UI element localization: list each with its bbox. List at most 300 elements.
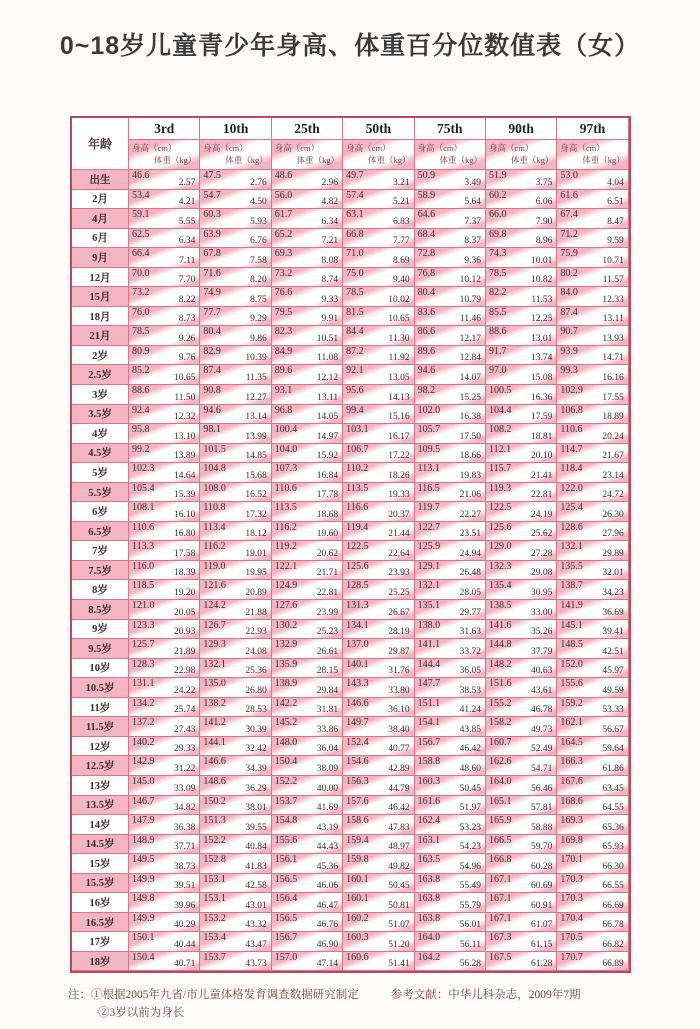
height-unit-label: 身高（cm） (132, 143, 177, 153)
weight-value: 18.66 (459, 451, 481, 462)
data-cell (200, 698, 271, 718)
height-value: 110.6 (274, 482, 297, 494)
weight-value: 6.51 (607, 197, 624, 208)
age-cell: 18月 (72, 307, 129, 327)
height-value: 87.2 (346, 345, 364, 357)
age-cell: 8岁 (72, 580, 129, 600)
data-cell (557, 483, 628, 503)
measure-subheader (557, 140, 628, 170)
height-value: 104.0 (274, 443, 298, 455)
weight-value: 43.47 (245, 939, 267, 950)
height-value: 152.2 (274, 775, 298, 787)
height-value: 125.6 (346, 560, 369, 572)
weight-value: 7.58 (250, 255, 267, 266)
data-cell (415, 190, 486, 210)
height-value: 61.6 (560, 189, 578, 201)
weight-value: 9.76 (178, 353, 196, 364)
weight-value: 6.76 (250, 236, 267, 247)
data-cell (200, 620, 271, 640)
data-cell (200, 268, 271, 288)
weight-value: 39.41 (602, 627, 624, 638)
data-cell (557, 268, 628, 288)
height-value: 153.7 (203, 951, 226, 963)
data-cell (200, 405, 271, 425)
weight-value: 59.64 (602, 744, 624, 755)
height-value: 132.3 (488, 560, 512, 572)
weight-value: 21.89 (174, 646, 196, 657)
weight-value: 65.36 (602, 822, 624, 833)
weight-value: 17.58 (174, 548, 196, 559)
weight-value: 11.46 (459, 314, 481, 325)
age-cell: 17岁 (72, 932, 129, 952)
weight-value: 36.05 (459, 666, 481, 677)
height-value: 170.7 (560, 951, 583, 963)
height-value: 121.6 (203, 580, 226, 592)
weight-value: 14.64 (174, 470, 196, 481)
height-value: 126.7 (203, 619, 226, 631)
weight-value: 12.27 (245, 392, 267, 403)
weight-value: 19.20 (174, 588, 196, 599)
height-value: 163.5 (417, 854, 441, 866)
height-value: 85.2 (132, 365, 150, 377)
height-value: 116.2 (203, 541, 226, 553)
data-cell (200, 541, 271, 561)
note-prefix: 注： (68, 989, 91, 1001)
height-value: 118.5 (132, 580, 155, 592)
data-cell (343, 209, 414, 229)
weight-value: 52.49 (530, 744, 553, 755)
weight-value: 31.76 (388, 666, 410, 677)
weight-value: 17.22 (388, 451, 410, 462)
data-cell (486, 952, 557, 972)
height-value: 135.0 (203, 678, 226, 690)
height-value: 137.0 (346, 639, 369, 651)
data-cell (486, 874, 557, 894)
height-value: 89.6 (417, 345, 436, 357)
weight-value: 37.71 (174, 842, 196, 853)
measure-subheader (129, 140, 200, 170)
data-cell (272, 209, 343, 229)
height-value: 148.6 (203, 775, 226, 787)
data-cell (557, 385, 628, 405)
height-value: 124.2 (203, 600, 226, 612)
age-cell: 2.5岁 (72, 365, 129, 385)
height-value: 156.7 (274, 932, 298, 944)
weight-value: 57.81 (530, 803, 553, 814)
weight-value: 10.71 (602, 255, 624, 266)
height-value: 153.1 (203, 893, 226, 905)
measure-subheader (343, 140, 414, 170)
data-cell (557, 893, 628, 913)
weight-value: 23.93 (388, 568, 410, 579)
height-value: 155.6 (274, 834, 298, 846)
data-cell (415, 913, 486, 933)
weight-value: 45.97 (602, 666, 624, 677)
weight-value: 36.69 (602, 607, 624, 618)
data-cell (415, 835, 486, 855)
data-cell (129, 913, 200, 933)
data-cell (486, 600, 557, 620)
data-cell (486, 815, 557, 835)
weight-value: 7.11 (179, 255, 196, 266)
data-cell (415, 307, 486, 327)
data-cell (272, 287, 343, 307)
data-cell (200, 756, 271, 776)
weight-value: 29.08 (530, 568, 553, 579)
weight-value: 24.94 (459, 548, 481, 559)
data-cell (129, 248, 200, 268)
age-cell: 6月 (72, 229, 129, 249)
weight-value: 3.75 (535, 177, 553, 188)
height-value: 49.7 (346, 170, 364, 181)
data-cell (200, 659, 271, 679)
data-cell (200, 600, 271, 620)
data-cell (129, 659, 200, 679)
reference-text: 参考文献：中华儿科杂志，2009年7期 (390, 989, 581, 1001)
data-cell (129, 268, 200, 288)
weight-value: 27.43 (174, 724, 196, 735)
weight-value: 21.44 (388, 529, 410, 540)
height-value: 96.8 (274, 404, 293, 416)
weight-value: 16.84 (316, 470, 339, 481)
weight-value: 27.28 (530, 548, 553, 559)
weight-value: 20.89 (245, 588, 267, 599)
weight-value: 61.07 (530, 920, 553, 931)
weight-value: 26.61 (316, 646, 339, 657)
weight-value: 29.77 (459, 607, 481, 618)
data-cell (129, 190, 200, 210)
data-cell (200, 678, 271, 698)
height-value: 107.3 (274, 463, 298, 475)
weight-value: 64.55 (602, 803, 624, 814)
weight-value: 13.14 (245, 412, 267, 423)
height-value: 157.6 (346, 795, 369, 807)
age-cell: 10岁 (72, 659, 129, 679)
weight-value: 5.21 (392, 197, 410, 208)
data-cell (486, 365, 557, 385)
data-cell (200, 776, 271, 796)
weight-value: 55.79 (459, 900, 481, 911)
weight-value: 12.33 (602, 294, 624, 305)
data-cell (486, 346, 557, 366)
height-unit-label: 身高（cm） (488, 143, 534, 153)
weight-value: 8.22 (178, 294, 196, 305)
height-value: 169.8 (560, 834, 583, 846)
height-value: 138.7 (560, 580, 583, 592)
height-value: 76.0 (132, 306, 150, 318)
height-value: 158.2 (488, 717, 512, 729)
data-cell (343, 815, 414, 835)
data-cell (557, 463, 628, 483)
weight-value: 49.82 (388, 861, 410, 872)
data-cell (557, 424, 628, 444)
height-value: 102.9 (560, 385, 583, 397)
weight-value: 40.77 (388, 744, 410, 755)
height-value: 98.1 (203, 424, 221, 436)
weight-value: 10.65 (174, 373, 196, 384)
data-cell (557, 659, 628, 679)
height-value: 99.2 (132, 443, 150, 455)
weight-value: 9.26 (178, 333, 196, 344)
height-value: 128.6 (560, 521, 583, 533)
height-value: 64.6 (417, 209, 436, 221)
weight-value: 16.10 (174, 509, 196, 520)
height-value: 102.0 (417, 404, 441, 416)
age-cell: 9岁 (72, 620, 129, 640)
data-cell (200, 737, 271, 757)
height-value: 141.9 (560, 600, 583, 612)
weight-value: 20.37 (388, 509, 410, 520)
data-cell (557, 190, 628, 210)
weight-value: 39.51 (174, 881, 196, 892)
weight-value: 54.71 (530, 763, 553, 774)
data-cell (557, 346, 628, 366)
data-cell (200, 717, 271, 737)
height-value: 112.1 (488, 443, 512, 455)
height-value: 152.2 (203, 834, 226, 846)
weight-value: 11.30 (388, 333, 410, 344)
data-cell (415, 620, 486, 640)
data-cell (129, 737, 200, 757)
weight-value: 33.72 (459, 646, 481, 657)
height-value: 83.6 (417, 306, 436, 318)
weight-value: 24.19 (530, 509, 553, 520)
data-cell (557, 541, 628, 561)
weight-value: 38.73 (174, 861, 196, 872)
data-cell (272, 502, 343, 522)
height-value: 149.5 (132, 854, 155, 866)
data-cell (272, 444, 343, 464)
data-cell (200, 229, 271, 249)
data-cell (272, 580, 343, 600)
weight-value: 36.29 (245, 783, 267, 794)
height-value: 154.8 (274, 815, 298, 827)
height-value: 116.0 (132, 560, 155, 572)
data-cell (200, 952, 271, 972)
height-value: 141.2 (203, 717, 226, 729)
height-value: 163.8 (417, 873, 441, 885)
data-cell (486, 248, 557, 268)
data-cell (343, 893, 414, 913)
height-value: 73.2 (274, 267, 293, 279)
height-value: 150.2 (203, 795, 226, 807)
height-value: 142.2 (274, 697, 298, 709)
height-value: 119.3 (488, 482, 512, 494)
weight-value: 19.95 (245, 568, 267, 579)
height-value: 147.7 (417, 678, 441, 690)
weight-value: 16.16 (602, 373, 624, 384)
weight-value: 26.80 (245, 685, 267, 696)
data-cell (557, 717, 628, 737)
data-cell (486, 717, 557, 737)
data-cell (557, 600, 628, 620)
data-cell (343, 639, 414, 659)
weight-value: 8.74 (321, 275, 339, 286)
weight-value: 14.85 (245, 451, 267, 462)
height-value: 87.4 (203, 365, 221, 377)
weight-value: 15.68 (245, 470, 267, 481)
height-value: 56.0 (274, 189, 293, 201)
age-cell: 15岁 (72, 854, 129, 874)
data-cell (200, 287, 271, 307)
height-value: 134.2 (132, 697, 155, 709)
weight-value: 36.10 (388, 705, 410, 716)
weight-value: 45.36 (316, 861, 339, 872)
height-value: 72.8 (417, 248, 436, 260)
data-cell (272, 756, 343, 776)
weight-value: 56.11 (459, 939, 481, 950)
weight-value: 19.60 (316, 529, 339, 540)
data-cell (343, 463, 414, 483)
data-cell (415, 796, 486, 816)
height-value: 132.1 (560, 541, 583, 553)
weight-value: 13.11 (602, 314, 624, 325)
height-value: 79.5 (274, 306, 293, 318)
weight-value: 13.99 (245, 431, 267, 442)
weight-value: 32.01 (602, 568, 624, 579)
height-value: 162.1 (560, 717, 583, 729)
age-cell: 10.5岁 (72, 678, 129, 698)
data-cell (486, 522, 557, 542)
age-cell: 6.5岁 (72, 522, 129, 542)
height-value: 51.9 (488, 170, 507, 181)
height-value: 155.2 (488, 697, 512, 709)
weight-value: 65.93 (602, 842, 624, 853)
height-value: 128.5 (346, 580, 369, 592)
measure-subheader (486, 140, 557, 170)
data-cell (415, 717, 486, 737)
weight-value: 8.96 (535, 236, 553, 247)
weight-value: 30.39 (245, 724, 267, 735)
height-value: 149.9 (132, 912, 155, 924)
data-cell (415, 756, 486, 776)
weight-value: 50.81 (388, 900, 410, 911)
height-value: 93.9 (560, 345, 578, 357)
age-cell: 8.5岁 (72, 600, 129, 620)
data-cell (557, 522, 628, 542)
data-cell (343, 874, 414, 894)
weight-value: 18.26 (388, 470, 410, 481)
data-cell (557, 444, 628, 464)
height-value: 146.6 (203, 756, 226, 768)
height-value: 145.1 (560, 619, 583, 631)
height-value: 84.9 (274, 345, 293, 357)
data-cell (415, 287, 486, 307)
weight-value: 19.01 (245, 548, 267, 559)
height-value: 168.6 (560, 795, 583, 807)
height-value: 138.2 (203, 697, 226, 709)
height-value: 90.8 (203, 385, 221, 397)
weight-value: 46.78 (530, 705, 553, 716)
weight-value: 29.33 (174, 744, 196, 755)
age-cell: 6岁 (72, 502, 129, 522)
height-unit-label: 身高（cm） (203, 143, 248, 153)
weight-value: 12.17 (459, 333, 481, 344)
height-value: 82.3 (274, 326, 293, 338)
data-cell (343, 248, 414, 268)
height-value: 119.7 (417, 502, 440, 514)
height-value: 156.5 (274, 873, 298, 885)
weight-value: 17.50 (459, 431, 481, 442)
height-value: 156.1 (274, 854, 298, 866)
percentile-header: 10th (200, 118, 271, 140)
weight-value: 10.51 (316, 333, 339, 344)
data-cell (343, 229, 414, 249)
measure-subheader (272, 140, 343, 170)
data-cell (415, 776, 486, 796)
weight-value: 8.73 (178, 314, 196, 325)
age-cell: 5岁 (72, 463, 129, 483)
data-cell (343, 483, 414, 503)
data-cell (486, 678, 557, 698)
height-value: 99.3 (560, 365, 578, 377)
height-value: 167.6 (560, 775, 583, 787)
weight-value: 51.97 (459, 803, 481, 814)
height-value: 119.0 (203, 560, 226, 572)
height-value: 149.7 (346, 717, 369, 729)
height-value: 95.6 (346, 385, 364, 397)
footnote-1 (68, 986, 359, 1004)
data-cell (415, 229, 486, 249)
height-value: 160.3 (417, 775, 441, 787)
height-value: 152.8 (203, 854, 226, 866)
height-value: 99.4 (346, 404, 364, 416)
data-cell (200, 522, 271, 542)
data-cell (200, 346, 271, 366)
data-cell (129, 365, 200, 385)
data-cell (557, 639, 628, 659)
weight-value: 28.15 (316, 666, 339, 677)
height-value: 154.6 (346, 756, 369, 768)
weight-value: 55.49 (459, 881, 481, 892)
data-cell (272, 483, 343, 503)
data-cell (272, 268, 343, 288)
weight-value: 31.81 (316, 705, 339, 716)
data-cell (200, 874, 271, 894)
height-value: 116.2 (274, 521, 297, 533)
height-value: 75.0 (346, 267, 364, 279)
height-value: 106.7 (346, 443, 369, 455)
data-cell (272, 737, 343, 757)
weight-value: 16.36 (530, 392, 553, 403)
weight-value: 16.38 (459, 412, 481, 423)
weight-value: 12.84 (459, 353, 481, 364)
data-cell (129, 678, 200, 698)
weight-value: 66.78 (602, 920, 624, 931)
data-cell (415, 952, 486, 972)
weight-value: 60.28 (530, 861, 553, 872)
height-value: 146.6 (346, 697, 369, 709)
data-cell (129, 854, 200, 874)
weight-value: 47.14 (316, 959, 339, 970)
weight-value: 35.26 (530, 627, 553, 638)
data-cell (415, 659, 486, 679)
height-value: 129.1 (417, 560, 441, 572)
weight-value: 36.04 (316, 744, 339, 755)
data-cell (343, 678, 414, 698)
weight-value: 49.73 (530, 724, 553, 735)
data-cell (343, 365, 414, 385)
height-value: 82.9 (203, 345, 221, 357)
data-cell (343, 287, 414, 307)
height-value: 132.1 (417, 580, 441, 592)
height-value: 108.0 (203, 482, 226, 494)
data-cell (415, 522, 486, 542)
height-value: 167.1 (488, 893, 512, 905)
height-value: 78.5 (132, 326, 150, 338)
height-unit-label: 身高（cm） (560, 143, 605, 153)
data-cell (200, 932, 271, 952)
